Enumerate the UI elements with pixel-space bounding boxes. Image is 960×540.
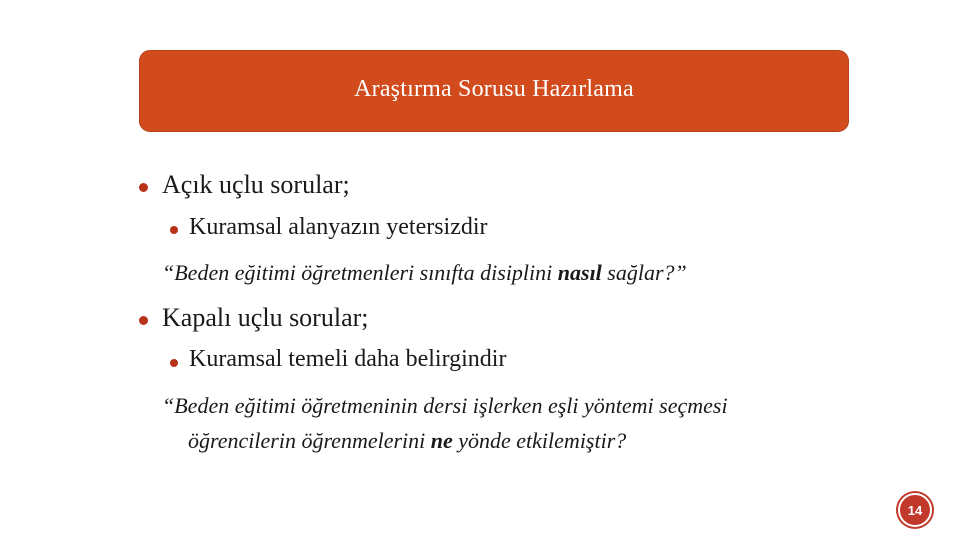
question-text: sağlar?”: [601, 260, 687, 285]
example-question-open-ended: [162, 260, 687, 286]
example-question-closed-ended-line2: [188, 428, 626, 454]
bullet-icon: [139, 316, 148, 325]
section-heading-open-ended: Açık uçlu sorular;: [162, 170, 350, 199]
slide-title: Araştırma Sorusu Hazırlama: [354, 75, 634, 102]
sub-point-closed-ended: Kuramsal temeli daha belirgindir: [189, 346, 507, 372]
bullet-icon: [139, 183, 148, 192]
example-question-closed-ended-line1: “Beden eğitimi öğretmeninin dersi işlerken eşli yöntemi seçmesi: [162, 393, 728, 418]
page-number-badge: 14: [898, 493, 932, 527]
sub-point-open-ended: Kuramsal alanyazın yetersizdir: [189, 214, 488, 240]
question-text: yönde etkilemiştir?: [452, 428, 627, 453]
sub-bullet-icon: [170, 226, 178, 234]
question-emphasis: ne: [430, 428, 453, 453]
sub-bullet-icon: [170, 359, 178, 367]
question-text: “Beden eğitimi öğretmenleri sınıfta disiplini: [162, 260, 558, 285]
section-heading-closed-ended: Kapalı uçlu sorular;: [162, 303, 369, 332]
question-text: öğrencilerin öğrenmelerini: [188, 428, 431, 453]
question-emphasis: nasıl: [557, 260, 602, 285]
